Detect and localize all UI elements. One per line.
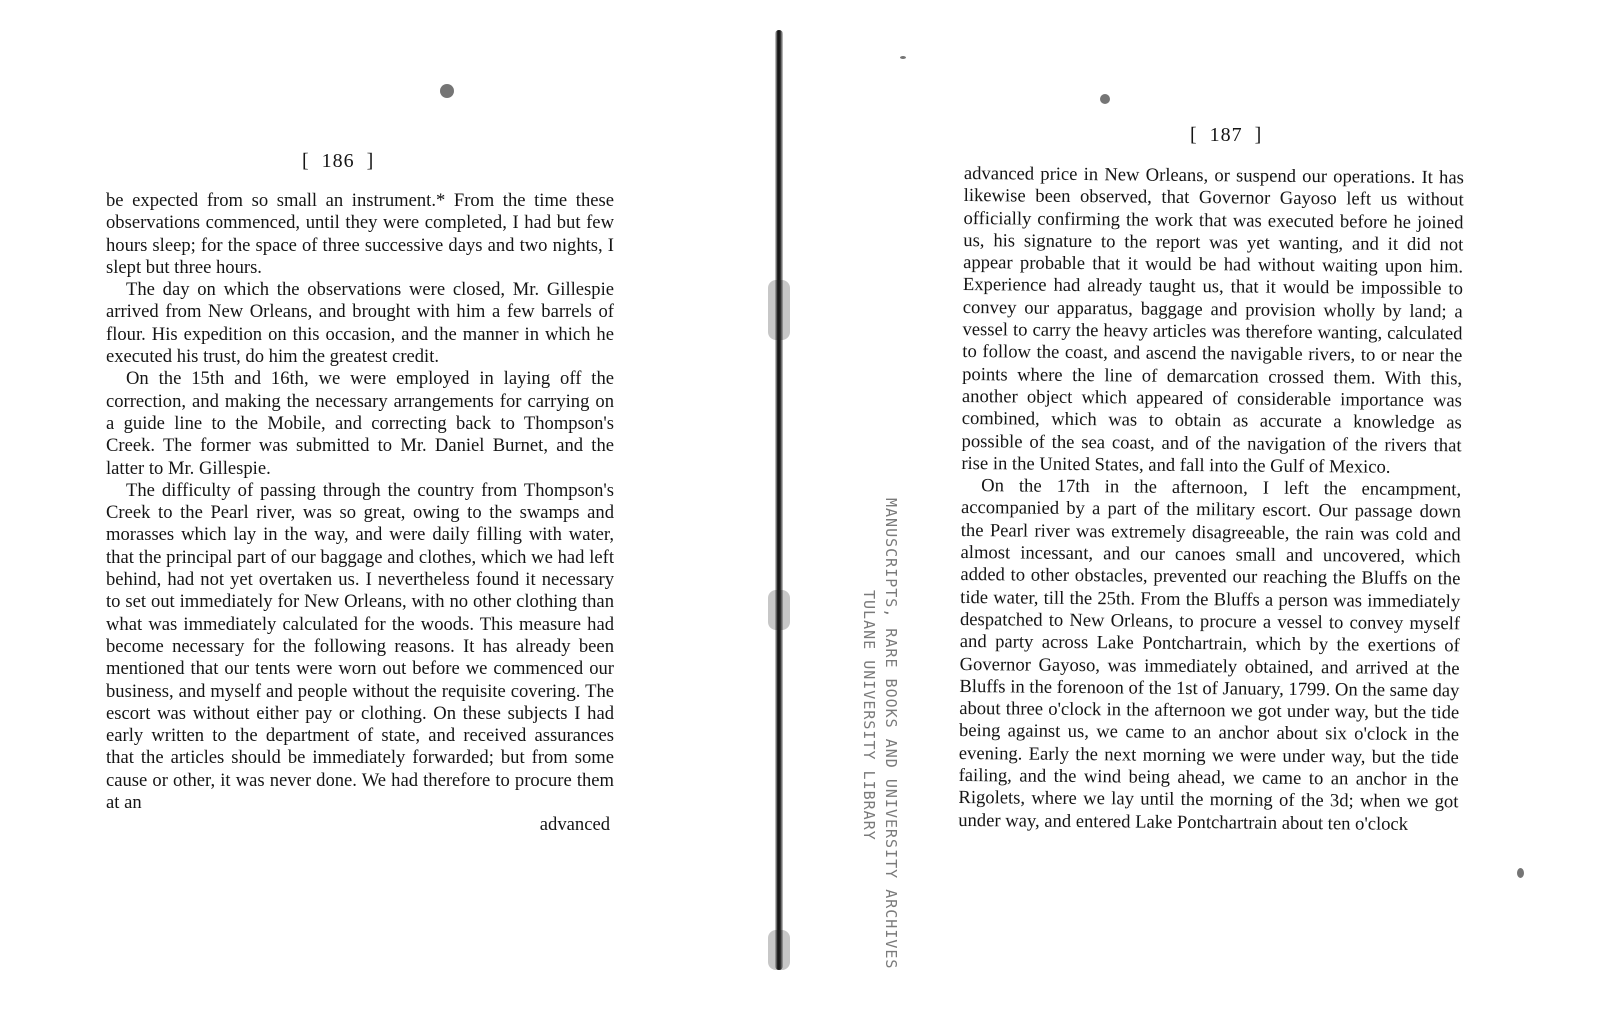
ink-speck <box>440 84 454 98</box>
gutter-smudge <box>768 280 790 340</box>
catchword: advanced <box>539 814 610 836</box>
page-number-186: [ 186 ] <box>302 150 375 172</box>
library-stamp-line-2: TULANE UNIVERSITY LIBRARY <box>860 590 878 841</box>
library-stamp-line-1: MANUSCRIPTS, RARE BOOKS AND UNIVERSITY ARCHIVES <box>882 498 900 970</box>
book-gutter <box>768 30 790 970</box>
paragraph: advanced price in New Orleans, or suspend our operations. It has likewise been observed, that Governor Gayoso left us without officially confirming the work that was executed before he joined us, his signature to the report was yet wanting, and it did not appear probable that it would be had without waiting upon him. Experience had already taught us, that it would be impossible to convey our apparatus, baggage and provision wholly by land; a vessel to carry the heavy articles was therefore wanting, calculated to follow the coast, and ascend the navigable rivers, to or near the points where the line of demarcation crossed them. With this, another object which appeared of considerable importance was combined, which was to obtain as accurate a knowledge as possible of the sea coast, and of the navigation of the rivers that rise in the United States, and fall into the Gulf of Mexico. <box>961 163 1464 478</box>
paragraph: be expected from so small an instrument.* From the time these observations commenced, until they were completed, I had but few hours sleep; for the space of three successive days and two nights, I slept but three hours. <box>106 190 614 278</box>
left-page <box>0 0 790 1033</box>
ink-speck <box>1517 868 1524 878</box>
paragraph: The difficulty of passing through the country from Thompson's Creek to the Pearl river, was so great, owing to the swamps and morasses which lay in the way, and were daily filling with water, that the principal part of our baggage and clothes, which we had left behind, had not yet overtaken us. I nevertheless found it necessary to set out immediately for New Orleans, with no other clothing than what was immediately calculated for the woods. This measure had become necessary for the following reasons. It has already been mentioned that our tents were worn out before we commenced our business, and myself and people without the requisite covering. The escort was without either pay or clothing. On these subjects I had early written to the department of state, and received assurances that the articles should be immediately forwarded; but from some cause or other, it was never done. We had therefore to procure them at an <box>106 479 614 814</box>
right-page-text <box>958 163 1464 836</box>
gutter-smudge <box>768 930 790 970</box>
right-page <box>790 0 1618 1033</box>
page-number-187: [ 187 ] <box>1190 124 1263 146</box>
ink-speck <box>1100 94 1110 104</box>
paragraph: The day on which the observations were closed, Mr. Gillespie arrived from New Orleans, and brought with him a few barrels of flour. His expedition on this occasion, and the manner in which he executed his trust, do him the greatest credit. <box>106 279 614 368</box>
gutter-shadow <box>775 30 783 970</box>
paragraph: On the 15th and 16th, we were employed in laying off the correction, and making the necessary arrangements for carrying on a guide line to the Mobile, and correcting back to Thompson's Creek. The former was submitted to Mr. Daniel Burnet, and the latter to Mr. Gillespie. <box>106 368 614 479</box>
gutter-smudge <box>768 590 790 630</box>
left-page-text <box>106 190 614 837</box>
ink-speck <box>900 56 906 59</box>
paragraph: On the 17th in the afternoon, I left the encampment, accompanied by a part of the military escort. Our passage down the Pearl river was extremely disagreeable, the rain was cold and almost incessant, and our canoes small and uncovered, which added to other obstacles, prevented our reaching the Bluffs on the tide water, till the 25th. From the Bluffs a person was immediately despatched to New Orleans, to procure a vessel to convey myself and party across Lake Pontchartrain, which by the exertions of Governor Gayoso, was immediately obtained, and arrived at the Bluffs in the forenoon of the 1st of January, 1799. On the same day about three o'clock in the afternoon we got under way, but the tide being against us, we came to an anchor about six o'clock in the evening. Early the next morning we were under way, but the tide failing, and the wind being ahead, we came to an anchor in the Rigolets, where we lay until the morning of the 3d; when we got under way, and entered Lake Pontchartrain about ten o'clock <box>958 475 1462 835</box>
